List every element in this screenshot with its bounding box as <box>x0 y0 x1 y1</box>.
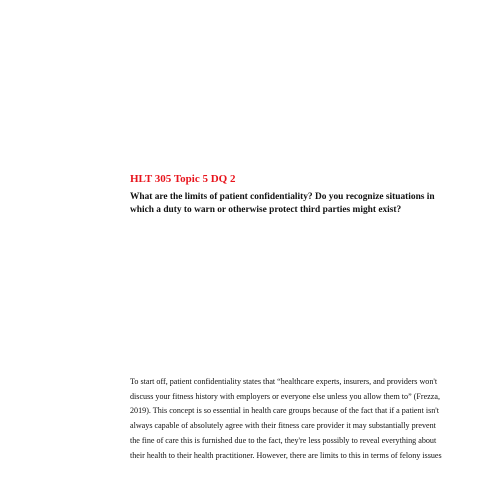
question-line: What are the limits of patient confidentiality? Do you recognize situations in <box>130 192 435 202</box>
body-line: the fine of care this is furnished due to the fact, they're less possibly to reveal everything about <box>130 435 437 445</box>
discussion-question <box>130 191 435 216</box>
body-line: discuss your fitness history with employers or everyone else unless you allow them to” (Frezza, <box>130 391 440 401</box>
document-heading: HLT 305 Topic 5 DQ 2 <box>130 173 236 185</box>
body-line: 2019). This concept is so essential in health care groups because of the fact that if a patient isn't <box>130 406 440 416</box>
body-line: To start off, patient confidentiality states that “healthcare experts, insurers, and providers won't <box>130 377 438 386</box>
question-line: which a duty to warn or otherwise protect third parties might exist? <box>130 204 402 215</box>
body-paragraph <box>130 375 442 463</box>
body-line: their health to their health practitioner. However, there are limits to this in terms of felony issues <box>130 450 442 460</box>
body-line: always capable of absolutely agree with their fitness care provider it may substantially prevent <box>130 421 436 431</box>
